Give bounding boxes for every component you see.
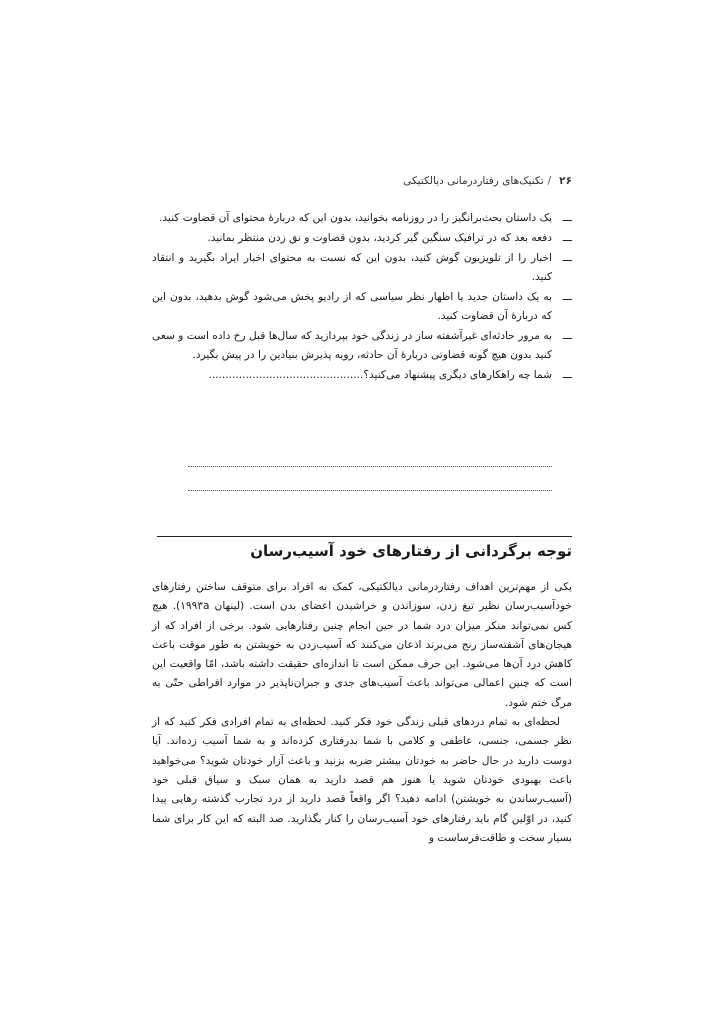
list-item-text: به مرور حادثه‌ای غیرآشفته ساز در زندگی خود بپردازید که سال‌ها قبل رخ داده است و سعی کنید بدون هیچ گونه قضاوتی دربارهٔ آن حادثه، رویه پذیرش بنیادین را در پیش بگیرد.: [152, 330, 552, 361]
list-item-text: یک داستان بحث‌برانگیز را در روزنامه بخوانید، بدون این که دربارهٔ محتوای آن قضاوت کنید.: [158, 212, 552, 224]
section-divider: [157, 536, 572, 537]
list-item: [152, 209, 572, 228]
exercise-list: [152, 209, 572, 386]
paragraph: یکی از مهم‌ترین اهداف رفتاردرمانی دیالکتیکی، کمک به افراد برای متوقف ساختن رفتارهای خودآسیب‌رسان نظیر تیغ زدن، سوزاندن و خراشیدن اعضای بدن است. (لینهان ۱۹۹۳a). هیچ کس نمی‌تواند منکر میزان درد شما در حین انجام چنین رفتارهایی شود. برخی از افراد که از هیجان‌های آشفته‌ساز رنج می‌برند اذعان می‌کنند که آسیب‌زدن به خویشتن به طور موقت باعث کاهش درد آن‌ها می‌شود. این حرف ممکن است تا اندازه‌ای حقیقت داشته باشد، امّا واقعیت این است که چنین اعمالی می‌تواند باعث آسیب‌های جدی و جبران‌ناپذیر در موارد افراطی حتّی به مرگ ختم شود.: [152, 581, 572, 709]
body-text: [152, 578, 572, 848]
section-title: توجه برگردانی از رفتارهای خود آسیب‌رسان: [250, 542, 572, 560]
list-item-text: دفعه بعد که در ترافیک سنگین گیر کردید، بدون قضاوت و نق زدن منتظر بمانید.: [207, 232, 552, 244]
bullet-dash: ـــ: [562, 232, 572, 244]
bullet-dash: ـــ: [562, 212, 572, 224]
running-header: [152, 175, 572, 187]
bullet-dash: ـــ: [562, 369, 572, 381]
bullet-dash: ـــ: [562, 330, 572, 342]
list-item: [152, 327, 572, 365]
page-number: ۲۶: [559, 175, 572, 187]
list-item: [152, 288, 572, 326]
list-item: [152, 366, 572, 385]
list-item: [152, 249, 572, 287]
bullet-dash: ـــ: [562, 252, 572, 264]
answer-line: [188, 466, 552, 467]
list-item-text: به یک داستان جدید یا اظهار نظر سیاسی که از رادیو پخش می‌شود گوش بدهید، بدون این که دربارهٔ آن قضاوت کنید.: [152, 291, 552, 322]
header-separator: /: [547, 175, 552, 187]
answer-line: [188, 490, 552, 491]
book-title: تکنیک‌های رفتاردرمانی دیالکتیکی: [403, 175, 544, 187]
list-item-text: شما چه راهکارهای دیگری پیشنهاد می‌کنید؟..............................................: [208, 369, 552, 381]
paragraph: لحظه‌ای به تمام دردهای قبلی زندگی خود فکر کنید. لحظه‌ای به تمام افرادی فکر کنید که از نظر جسمی، جنسی، عاطفی و کلامی با شما بدرفتاری کرده‌اند و به شما آسیب زده‌اند. آیا دوست دارید در حال حاضر به خودتان بیشتر ضربه بزنید و باعث آزار خودتان شوید؟ می‌خواهید باعث بهبودی خودتان شوید یا هنوز هم قصد دارید به همان سبک و سیاق قبلی خود (آسیب‌رساندن به خویشتن) ادامه دهید؟ اگر واقعاً قصد دارید از درد تجارب گذشته رهایی پیدا کنید، در اوّلین گام باید رفتارهای خود آسیب‌رسان را کنار بگذارید. صد البته که این کار برای شما بسیار سخت و طاقت‌فرساست و: [152, 716, 572, 844]
bullet-dash: ـــ: [562, 291, 572, 303]
list-item: [152, 229, 572, 248]
list-item-text: اخبار را از تلویزیون گوش کنید، بدون این که نسبت به محتوای اخبار ایراد بگیرید و انتقاد کنید.: [152, 252, 552, 283]
